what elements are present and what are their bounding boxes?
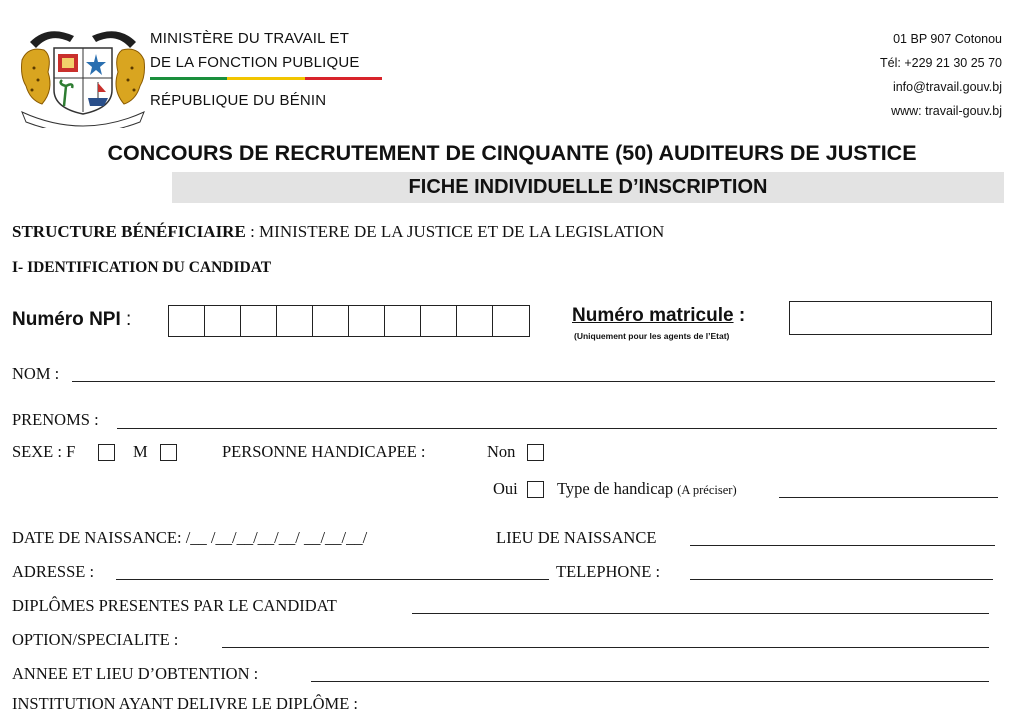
contact-phone: Tél: +229 21 30 25 70: [880, 56, 1002, 70]
npi-colon: :: [120, 309, 132, 330]
diplomes-label: DIPLÔMES PRESENTES PAR LE CANDIDAT: [12, 596, 337, 615]
flag-green: [150, 77, 227, 80]
npi-digit-box[interactable]: [349, 306, 385, 336]
adresse-input-line[interactable]: [116, 579, 549, 580]
adresse-label: ADRESSE :: [12, 562, 95, 581]
npi-digit-box[interactable]: [241, 306, 277, 336]
nom-label: NOM :: [12, 364, 60, 383]
annee-label: ANNEE ET LIEU D’OBTENTION :: [12, 664, 259, 683]
prenoms-label: PRENOMS :: [12, 410, 99, 429]
handicap-type-input-line[interactable]: [779, 497, 998, 498]
form-title: CONCOURS DE RECRUTEMENT DE CINQUANTE (50) AUDITEURS DE JUSTICE: [107, 141, 917, 165]
contact-address: 01 BP 907 Cotonou: [893, 32, 1002, 46]
nom-input-line[interactable]: [72, 381, 995, 382]
handicap-type-label: Type de handicap: [557, 479, 674, 498]
structure-line: [12, 222, 664, 242]
handicap-label: PERSONNE HANDICAPEE :: [222, 442, 426, 461]
telephone-input-line[interactable]: [690, 579, 993, 580]
handicap-oui-label: Oui: [493, 479, 518, 498]
sexe-f-checkbox[interactable]: [98, 444, 115, 461]
diplomes-input-line[interactable]: [412, 613, 989, 614]
contact-email: info@travail.gouv.bj: [892, 80, 1002, 94]
handicap-oui-checkbox[interactable]: [527, 481, 544, 498]
telephone-label: TELEPHONE :: [556, 562, 661, 581]
annee-input-line[interactable]: [311, 681, 989, 682]
section-identification-heading: I- IDENTIFICATION DU CANDIDAT: [12, 259, 272, 276]
matricule-note: (Uniquement pour les agents de l’Etat): [574, 331, 730, 341]
birth-place-input-line[interactable]: [690, 545, 995, 546]
benin-coat-of-arms-logo: [18, 20, 148, 128]
structure-label: STRUCTURE BÉNÉFICIAIRE: [12, 222, 246, 241]
npi-digit-box[interactable]: [205, 306, 241, 336]
npi-digit-box[interactable]: [313, 306, 349, 336]
handicap-type-line: [557, 479, 737, 499]
matricule-input-box[interactable]: [789, 301, 992, 335]
flag-red: [305, 77, 382, 80]
flag-stripe: [150, 77, 382, 80]
sexe-m-label: M: [133, 442, 148, 461]
flag-yellow: [227, 77, 304, 80]
npi-digit-box[interactable]: [493, 306, 529, 336]
sexe-label: SEXE : F: [12, 442, 76, 461]
contact-website: www: travail-gouv.bj: [891, 104, 1002, 118]
prenoms-input-line[interactable]: [117, 428, 997, 429]
handicap-type-note: (A préciser): [677, 483, 737, 497]
npi-label: [12, 309, 131, 331]
form-subtitle: FICHE INDIVIDUELLE D’INSCRIPTION: [408, 176, 768, 198]
option-input-line[interactable]: [222, 647, 989, 648]
birth-place-label: LIEU DE NAISSANCE: [496, 528, 657, 547]
npi-digit-box[interactable]: [457, 306, 493, 336]
matricule-label: [572, 305, 745, 327]
ministry-name-line2: DE LA FONCTION PUBLIQUE: [150, 54, 360, 71]
ministry-name-line1: MINISTÈRE DU TRAVAIL ET: [150, 30, 350, 47]
npi-digit-box[interactable]: [421, 306, 457, 336]
npi-label-text: Numéro NPI: [12, 309, 121, 330]
npi-input-boxes[interactable]: [168, 305, 530, 337]
npi-digit-box[interactable]: [385, 306, 421, 336]
birth-date-field[interactable]: DATE DE NAISSANCE: /__ /__/__/__/__/ __/__/__/: [12, 528, 368, 547]
matricule-colon: :: [733, 305, 746, 326]
matricule-label-text: Numéro matricule: [572, 305, 734, 326]
option-label: OPTION/SPECIALITE :: [12, 630, 179, 649]
handicap-non-checkbox[interactable]: [527, 444, 544, 461]
npi-digit-box[interactable]: [169, 306, 205, 336]
republic-name: RÉPUBLIQUE DU BÉNIN: [150, 92, 327, 109]
npi-digit-box[interactable]: [277, 306, 313, 336]
sexe-m-checkbox[interactable]: [160, 444, 177, 461]
structure-value: : MINISTERE DE LA JUSTICE ET DE LA LEGISLATION: [245, 222, 665, 241]
institution-label: INSTITUTION AYANT DELIVRE LE DIPLÔME :: [12, 694, 359, 713]
handicap-non-label: Non: [487, 442, 516, 461]
